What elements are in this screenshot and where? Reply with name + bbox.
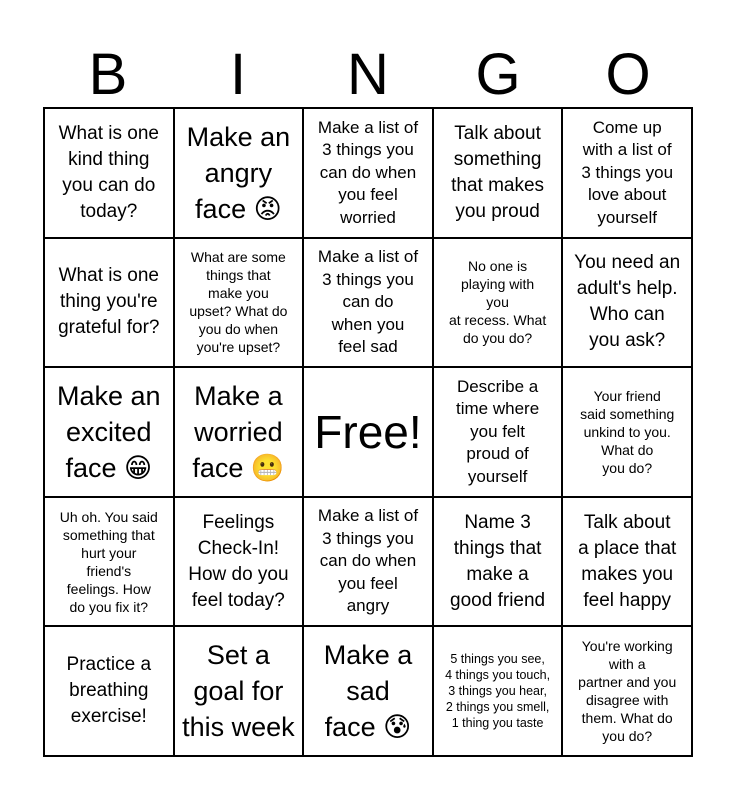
- bingo-cell-text: Practice a breathing exercise!: [66, 654, 152, 728]
- bingo-cell[interactable]: [45, 109, 175, 239]
- bingo-cell[interactable]: [304, 498, 434, 628]
- bingo-grid: [43, 107, 693, 757]
- bingo-cell-text: Make an excited face 😁: [57, 380, 161, 483]
- bingo-cell[interactable]: [45, 627, 175, 757]
- bingo-cell-text: Describe a time where you felt proud of yourself: [456, 376, 540, 486]
- bingo-cell[interactable]: [45, 368, 175, 498]
- bingo-cell-text: Make a sad face 😰: [323, 640, 413, 743]
- bingo-cell[interactable]: [563, 368, 693, 498]
- bingo-cell-text: Set a goal for this week: [182, 640, 295, 743]
- bingo-cell-text: Make a list of 3 things you can do when you feel angry: [317, 506, 419, 616]
- bingo-cell[interactable]: [563, 109, 693, 239]
- bingo-cell[interactable]: [434, 498, 564, 628]
- bingo-cell-text: Make a list of 3 things you can do when you feel worried: [317, 117, 419, 227]
- bingo-cell-text: What is one thing you're grateful for?: [58, 265, 160, 339]
- bingo-cell-text: No one is playing with you at recess. What do you do?: [448, 258, 547, 347]
- header-letter-b: B: [88, 42, 128, 107]
- bingo-cell-text: Come up with a list of 3 things you love about yourself: [581, 117, 674, 227]
- bingo-cell-text: Uh oh. You said something that hurt your friend's feelings. How do you fix it?: [59, 508, 158, 615]
- bingo-cell-text: Name 3 things that make a good friend: [450, 511, 546, 611]
- bingo-cell-text: Free!: [314, 405, 422, 458]
- bingo-cell-text: Make a list of 3 things you can do when you feel sad: [317, 247, 419, 357]
- bingo-cell[interactable]: [175, 109, 305, 239]
- header-letter-n: N: [347, 42, 389, 107]
- bingo-cell[interactable]: [175, 627, 305, 757]
- bingo-cell[interactable]: [304, 109, 434, 239]
- bingo-cell-text: 5 things you see, 4 things you touch, 3 things you hear, 2 things you smell, 1 thing you taste: [445, 652, 551, 731]
- bingo-cell[interactable]: [434, 109, 564, 239]
- bingo-cell[interactable]: [434, 627, 564, 757]
- bingo-cell[interactable]: [434, 368, 564, 498]
- bingo-cell[interactable]: [563, 627, 693, 757]
- bingo-cell-text: Talk about something that makes you proud: [451, 122, 545, 222]
- bingo-cell-text: Make an angry face 😡: [186, 121, 291, 224]
- bingo-cell-text: What is one kind thing you can do today?: [58, 122, 159, 222]
- bingo-cell[interactable]: [175, 498, 305, 628]
- bingo-cell-text: Talk about a place that makes you feel happy: [578, 511, 677, 611]
- bingo-cell[interactable]: [175, 239, 305, 369]
- bingo-cell[interactable]: [304, 239, 434, 369]
- header-letter-i: I: [229, 42, 247, 107]
- bingo-cell-text: You're working with a partner and you disagree with them. What do you do?: [578, 638, 677, 745]
- bingo-cell[interactable]: [175, 368, 305, 498]
- bingo-cell[interactable]: [434, 239, 564, 369]
- bingo-cell[interactable]: [563, 498, 693, 628]
- header-letter-g: G: [475, 42, 521, 107]
- bingo-cell-text: You need an adult's help. Who can you ask?: [574, 252, 681, 352]
- bingo-cell[interactable]: [304, 627, 434, 757]
- bingo-cell-text: Feelings Check-In! How do you feel today?: [188, 511, 289, 611]
- header-letter-o: O: [605, 42, 651, 107]
- bingo-cell-text: Make a worried face 😬: [192, 380, 285, 483]
- bingo-cell[interactable]: [563, 239, 693, 369]
- bingo-cell-text: Your friend said something unkind to you. What do you do?: [580, 387, 675, 476]
- bingo-cell[interactable]: [45, 239, 175, 369]
- bingo-cell-text: What are some things that make you upset? What do you do when you're upset?: [189, 249, 288, 356]
- bingo-cell[interactable]: [45, 498, 175, 628]
- bingo-header: [43, 44, 693, 106]
- free-space-cell[interactable]: [304, 368, 434, 498]
